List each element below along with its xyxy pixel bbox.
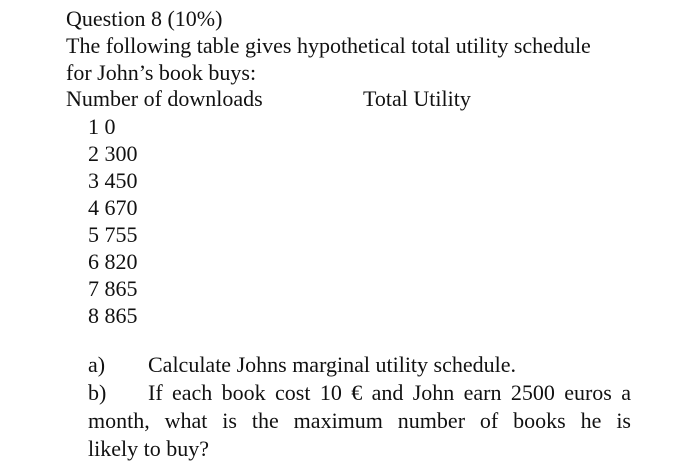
table-row: 4 670 [88, 195, 138, 220]
table-row: 5 755 [88, 222, 138, 247]
utility-table [88, 113, 138, 329]
task-b-line-1 [88, 379, 631, 407]
table-row: 7 865 [88, 276, 138, 301]
table-row: 8 865 [88, 303, 138, 328]
table-row: 1 0 [88, 114, 116, 139]
table-header-total-utility: Total Utility [363, 86, 471, 111]
task-b-line-1-text: If each book cost 10 € and John earn 2500 euros a [148, 380, 631, 405]
table-row: 3 450 [88, 168, 138, 193]
table-row: 6 820 [88, 249, 138, 274]
question-title: Question 8 (10%) [66, 6, 223, 31]
task-b [88, 379, 631, 463]
question-intro-line-2: for John’s book buys: [66, 60, 257, 85]
task-b-line-2: month, what is the maximum number of books he is [88, 408, 631, 433]
task-b-label: b) [88, 380, 107, 405]
task-b-line-3: likely to buy? [88, 436, 209, 461]
task-a [88, 351, 631, 379]
question-intro-line-1: The following table gives hypothetical total utility schedule [66, 33, 591, 58]
task-a-label: a) [88, 352, 106, 377]
table-row: 2 300 [88, 141, 138, 166]
table-header-downloads: Number of downloads [66, 86, 263, 111]
task-a-text: Calculate Johns marginal utility schedule. [148, 352, 517, 377]
